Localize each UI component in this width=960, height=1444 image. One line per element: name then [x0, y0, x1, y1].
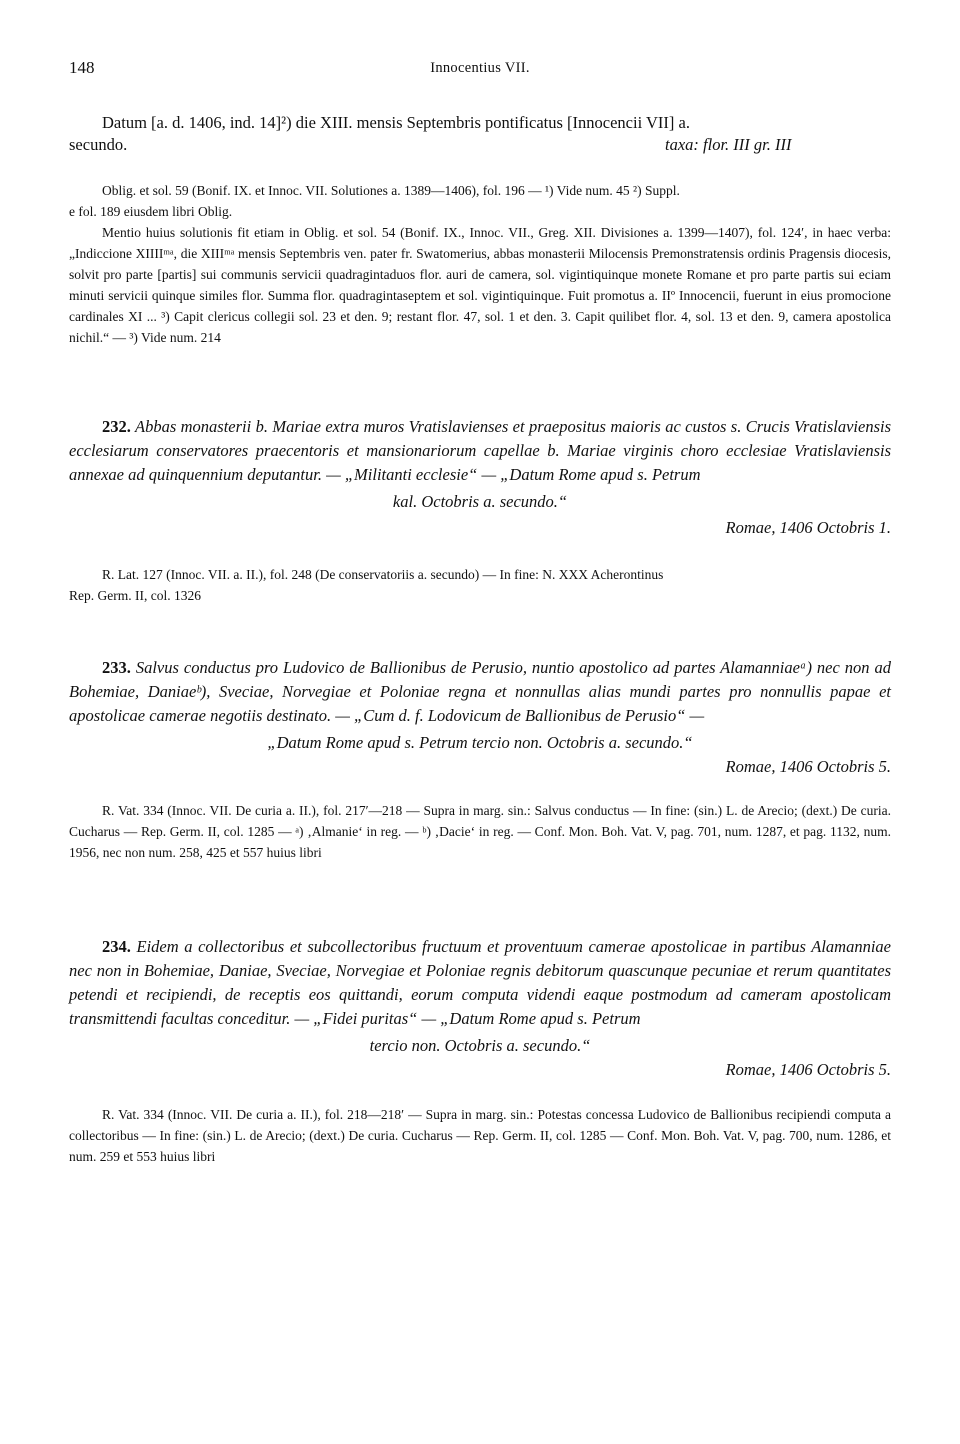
entry-233-date: Romae, 1406 Octobris 5. — [725, 757, 891, 776]
taxa-line: taxa: flor. III gr. III — [665, 135, 792, 154]
entry-text: Eidem a collectoribus et subcollectoribus fructuum et proventuum camerae apostolicae in partibus Alamanniae nec non in Bohemiae, Daniae, Sveciae, Norvegiae et Poloniae regnis debitorum quascunque pecuniae et rerum quantitates petendi et recipiendi, de receptis eos quittandi, eorum computa videndi eaque postmodum ad cameram apostolicam transmittendi facultas conceditur. — „Fidei puritas“ — „Datum Rome apud s. Petrum — [69, 937, 892, 1028]
page-number: 148 — [69, 58, 95, 77]
entry-233 — [69, 656, 891, 728]
entry-text: Salvus conductus pro Ludovico de Ballionibus de Perusio, nuntio apostolico ad partes Alamanniaeᵃ) nec non ad Bohemiae, Daniaeᵇ), Sveciae, Norvegiae et Poloniae regna et nonnullas alias mundi partes pro nonnullis papae et apostolicae camerae negotiis destinato. — „Cum d. f. Lodovicum de Ballionibus de Perusio“ — — [69, 658, 891, 725]
entry-text: Abbas monasterii b. Mariae extra muros Vratislavienses et praepositus maioris ac custos s. Crucis Vratislaviensis ecclesiarum conservatores praecentoris et mansionariorum capellae b. Mariae virginis choro ecclesiae Vratislaviensis annexae ad quinquennium deputantur. — „Militanti ecclesie“ — „Datum Rome apud s. Petrum — [69, 417, 892, 484]
entry-232-center: kal. Octobris a. secundo.“ — [392, 492, 568, 511]
entry-232-ref2: Rep. Germ. II, col. 1326 — [69, 588, 201, 603]
entry-232 — [69, 415, 891, 487]
entry-233-ref: R. Vat. 334 (Innoc. VII. De curia a. II.), fol. 217′—218 — Supra in marg. sin.: Salvus conductus — In fine: (sin.) L. de Arecio; (dext.) De curia. Cucharus — Rep. Germ. II, col. 1285 — ᵃ) ‚Almanie‘ in reg. — ᵇ) ‚Dacie‘ in reg. — Conf. Mon. Boh. Vat. V, pag. 701, num. 1287, et pag. 1132, num. 1956, nec non num. 258, 425 et 557 huius libri — [69, 803, 891, 860]
entry-number: 233. — [102, 658, 131, 677]
entry-234-date: Romae, 1406 Octobris 5. — [725, 1060, 891, 1079]
footnote-oblig: Oblig. et sol. 59 (Bonif. IX. et Innoc. VII. Solutiones a. 1389—1406), fol. 196 — ¹) Vide num. 45 ²) Suppl. — [102, 183, 680, 198]
entry-234-ref: R. Vat. 334 (Innoc. VII. De curia a. II.), fol. 218—218′ — Supra in marg. sin.: Potestas concessa Ludovico de Ballionibus recipiendi computa a collectoribus — In fine: (sin.) L. de Arecio; (dext.) De curia. Cucharus — Rep. Germ. II, col. 1285 — Conf. Mon. Boh. Vat. V, pag. 700, num. 1286, et num. 259 et 553 huius libri — [69, 1107, 891, 1164]
entry-232-date: Romae, 1406 Octobris 1. — [725, 518, 891, 537]
datum-secundo: secundo. — [69, 135, 128, 154]
datum-line: Datum [a. d. 1406, ind. 14]²) die XIII. mensis Septembris pontificatus [Innocencii VII] a. — [102, 113, 690, 132]
entry-234 — [69, 935, 891, 1031]
entry-number: 234. — [102, 937, 131, 956]
entry-232-ref: R. Lat. 127 (Innoc. VII. a. II.), fol. 248 (De conservatoriis a. secundo) — In fine: N. XXX Acherontinus — [102, 567, 664, 582]
entry-number: 232. — [102, 417, 131, 436]
entry-234-center: tercio non. Octobris a. secundo.“ — [369, 1036, 591, 1055]
entry-233-center: „Datum Rome apud s. Petrum tercio non. Octobris a. secundo.“ — [267, 733, 693, 752]
footnote-mentio: Mentio huius solutionis fit etiam in Oblig. et sol. 54 (Bonif. IX., Innoc. VII., Greg. XII. Divisiones a. 1399—1407), fol. 124′, in haec verba: „Indiccione XIIIIᵐᵃ, die XIIIᵐᵃ mensis Septembris ven. pater fr. Swatomerius, abbas monasterii Milocensis Premonstratensis ordinis Pragensis diocesis, solvit pro parte [partis] sui communis servicii quadragintaduos flor. auri de camera, sol. vigintiquinque monete Romane et pro parte partis sui eciam minuti servicii quinque similes flor. Summa flor. quadragintaseptem et sol. vigintiquinque. Fuit promotus a. IIº Innocencii, fuerunt in eius promocione cardinales XI ... ³) Capit clericus collegii sol. 23 et den. 9; restant flor. 47, sol. 1 et den. 3. Capit quilibet flor. 4, sol. 13 et den. 9, camera apostolica nichil.“ — ³) Vide num. 214 — [69, 225, 891, 345]
running-title: Innocentius VII. — [430, 60, 530, 76]
footnote-oblig-cont: e fol. 189 eiusdem libri Oblig. — [69, 204, 233, 219]
